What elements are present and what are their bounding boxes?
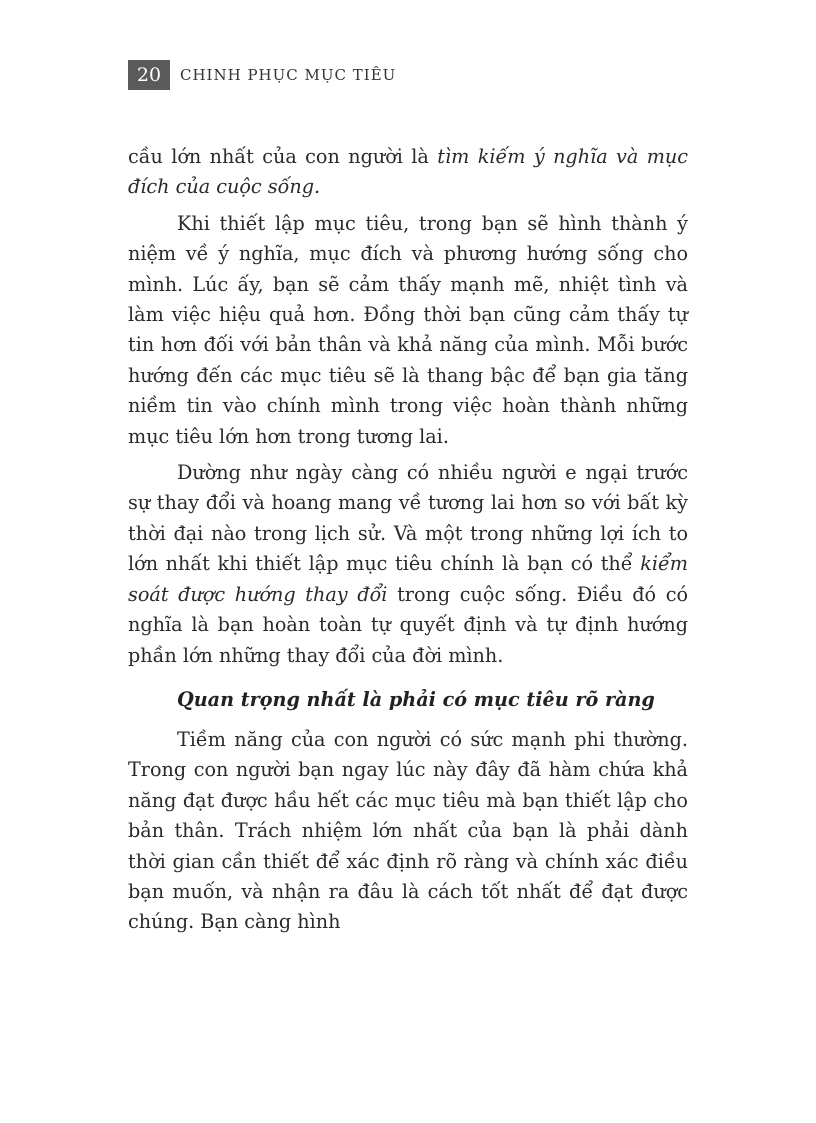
paragraph-2: Khi thiết lập mục tiêu, trong bạn sẽ hình thành ý niệm về ý nghĩa, mục đích và phương hướng sống cho mình. Lúc ấy, bạn sẽ cảm thấy mạnh mẽ, nhiệt tình và làm việc hiệu quả hơn. Đồng thời bạn cũng cảm thấy tự tin hơn đối với bản thân và khả năng của mình. Mỗi bước hướng đến các mục tiêu sẽ là thang bậc để bạn gia tăng niềm tin vào chính mình trong việc hoàn thành những mục tiêu lớn hơn trong tương lai. bbox=[128, 211, 688, 448]
paragraph-1-text: cầu lớn nhất của con người là bbox=[128, 145, 438, 168]
paragraph-3-text-start: Dường như ngày càng có nhiều người e ngại trước sự thay đổi và hoang mang về tương lai hơn so với bất kỳ thời đại nào trong lịch sử. Và một trong những lợi ích to lớn nhất khi thiết lập mục tiêu chính là bạn có thể bbox=[128, 461, 688, 576]
paragraph-1 bbox=[128, 142, 688, 203]
paragraph-4: Tiềm năng của con người có sức mạnh phi thường. Trong con người bạn ngay lúc này đây đã hàm chứa khả năng đạt được hầu hết các mục tiêu mà bạn thiết lập cho bản thân. Trách nhiệm lớn nhất của bạn là phải dành thời gian cần thiết để xác định rõ ràng và chính xác điều bạn muốn, và nhận ra đâu là cách tốt nhất để đạt được chúng. Bạn càng hình bbox=[128, 727, 688, 934]
paragraph-3-italic: kiểm soát được hướng thay đổi bbox=[128, 552, 688, 606]
running-title: CHINH PHỤC MỤC TIÊU bbox=[180, 66, 397, 84]
section-subheading: Quan trọng nhất là phải có mục tiêu rõ ràng bbox=[177, 687, 655, 711]
running-head bbox=[128, 60, 396, 90]
paragraph-3-text-end: trong cuộc sống. Điều đó có nghĩa là bạn hoàn toàn tự quyết định và tự định hướng phần lớn những thay đổi của đời mình. bbox=[128, 582, 688, 667]
body-text bbox=[128, 142, 688, 938]
paragraph-1-italic: tìm kiếm ý nghĩa và mục đích của cuộc sống. bbox=[128, 145, 688, 199]
paragraph-3 bbox=[128, 458, 688, 671]
page-number: 20 bbox=[128, 60, 170, 90]
